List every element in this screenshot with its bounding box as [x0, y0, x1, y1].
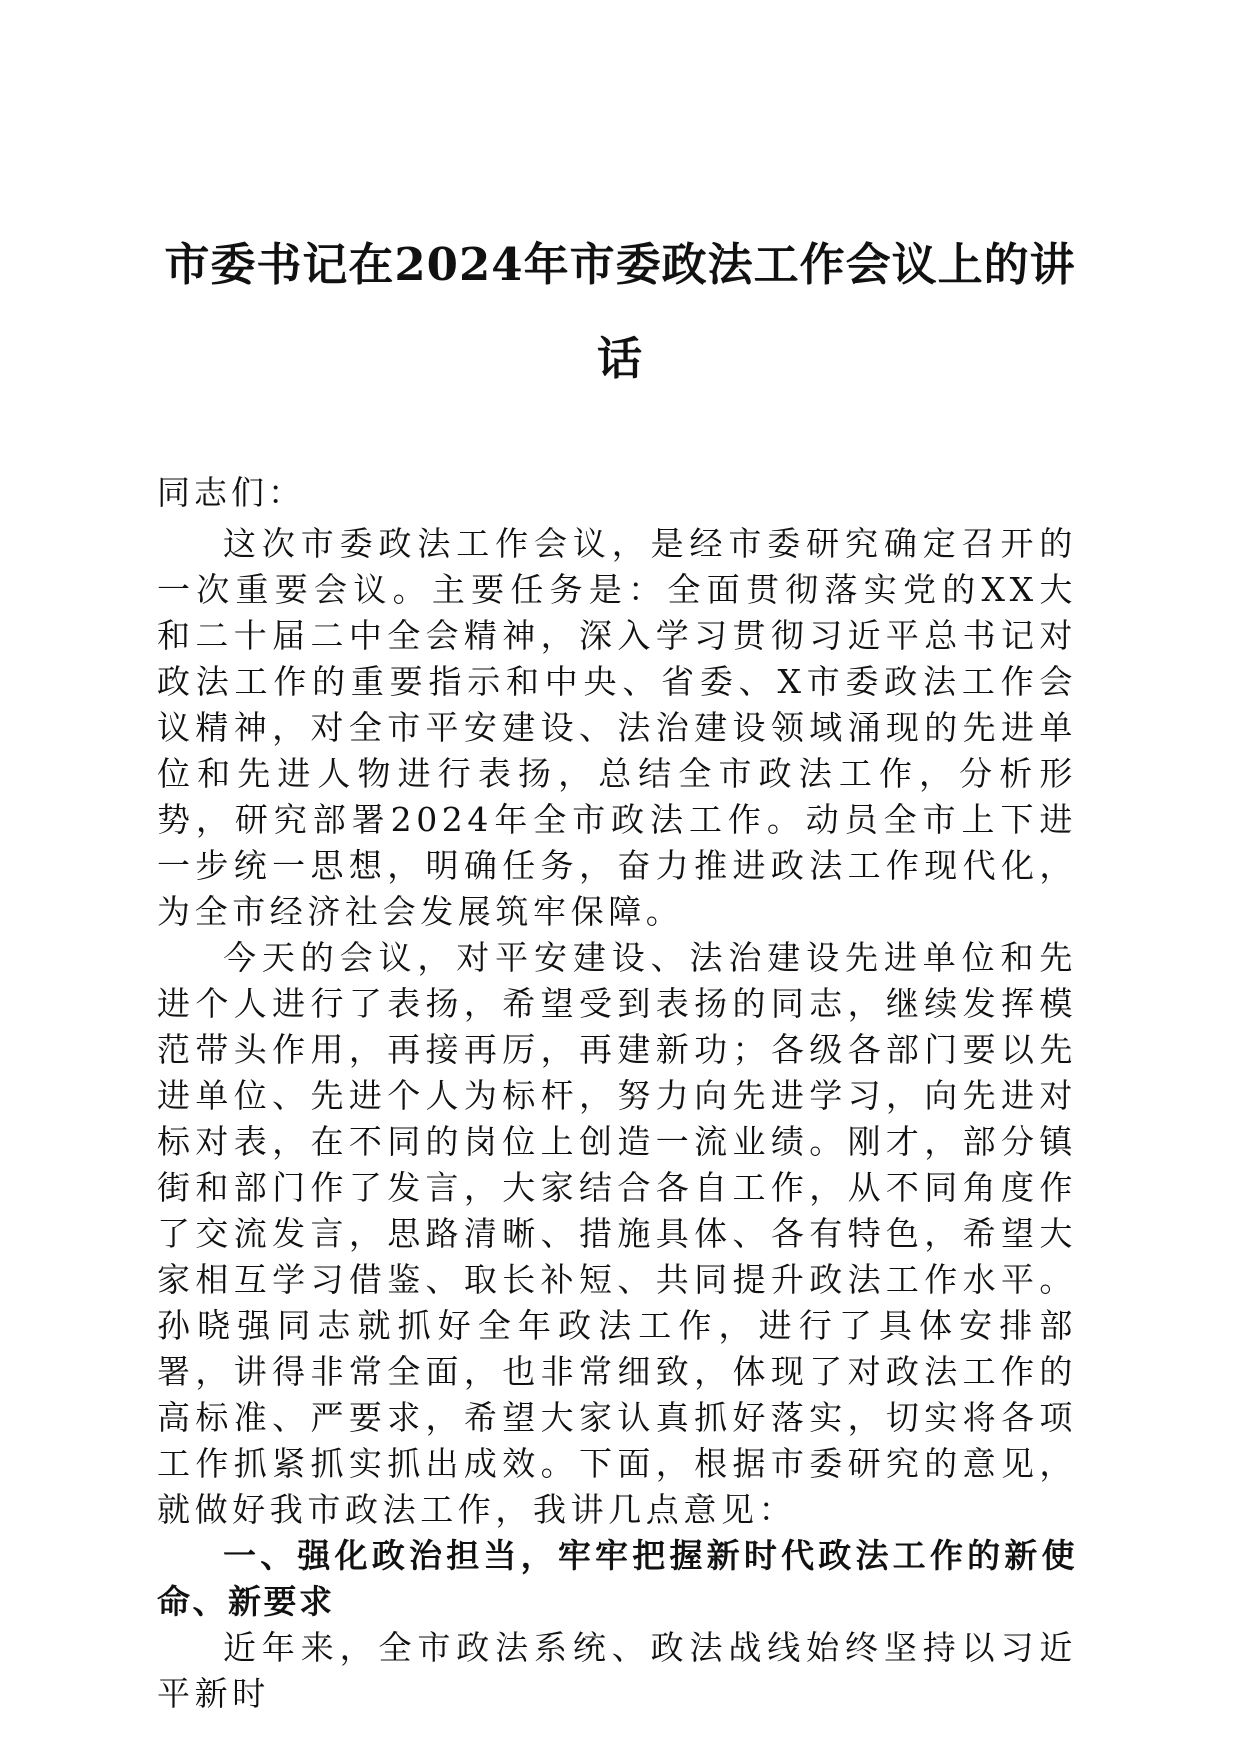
paragraph-section-one-start: 近年来，全市政法系统、政法战线始终坚持以习近平新时 [157, 1628, 1077, 1713]
document-body [157, 470, 1077, 1717]
paragraph-meeting-summary: 今天的会议，对平安建设、法治建设先进单位和先进个人进行了表扬，希望受到表扬的同志，继续发挥模范带头作用，再接再厉，再建新功；各级各部门要以先进单位、先进个人为标杆，努力向先进学习，向先进对标对表，在不同的岗位上创造一流业绩。刚才，部分镇街和部门作了发言，大家结合各自工作，从不同角度作了交流发言，思路清晰、措施具体、各有特色，希望大家相互学习借鉴、取长补短、共同提升政法工作水平。孙晓强同志就抓好全年政法工作，进行了具体安排部署，讲得非常全面，也非常细致，体现了对政法工作的高标准、严要求，希望大家认真抓好落实，切实将各项工作抓紧抓实抓出成效。下面，根据市委研究的意见，就做好我市政法工作，我讲几点意见： [157, 938, 1077, 1529]
paragraph-opening: 这次市委政法工作会议，是经市委研究确定召开的一次重要会议。主要任务是：全面贯彻落实党的XX大和二十届二中全会精神，深入学习贯彻习近平总书记对政法工作的重要指示和中央、省委、X市委政法工作会议精神，对全市平安建设、法治建设领域涌现的先进单位和先进人物进行表扬，总结全市政法工作，分析形势，研究部署2024年全市政法工作。动员全市上下进一步统一思想，明确任务，奋力推进政法工作现代化，为全市经济社会发展筑牢保障。 [157, 524, 1077, 931]
document-title: 市委书记在2024年市委政法工作会议上的讲话 [164, 238, 1076, 385]
section-heading-one: 一、强化政治担当，牢牢把握新时代政法工作的新使命、新要求 [157, 1536, 1077, 1621]
salutation: 同志们： [157, 473, 305, 512]
